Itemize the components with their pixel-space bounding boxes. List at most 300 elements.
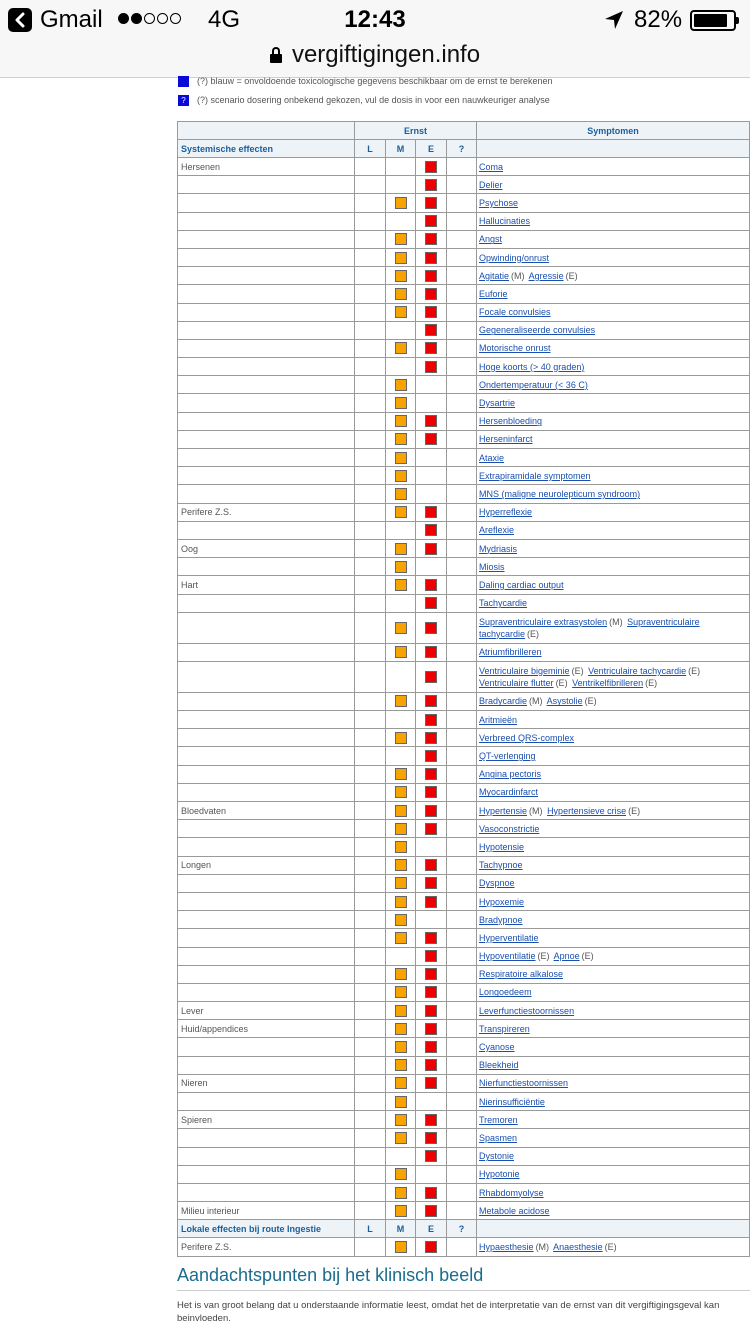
- symptom-cell: [477, 594, 750, 612]
- organ-system: [178, 1165, 355, 1183]
- severity-l-cell: [355, 1147, 386, 1165]
- section-text: Het is van groot belang dat u onderstaande informatie leest, omdat het de interpretatie van de ernst van dit vergiftigingsgeval kan beinvloeden.: [177, 1300, 720, 1324]
- table-row: [178, 765, 750, 783]
- address-bar[interactable]: [0, 40, 750, 78]
- symptom-link[interactable]: Ventriculaire flutter: [479, 677, 554, 688]
- severity-l-cell: [355, 485, 386, 503]
- symptom-link[interactable]: Hyperreflexie: [479, 507, 533, 518]
- severe-marker: [425, 1205, 437, 1217]
- symptom-link[interactable]: Respiratoire alkalose: [479, 969, 564, 980]
- organ-system: Huid/appendices: [178, 1020, 355, 1038]
- severity-l-cell: [355, 267, 386, 285]
- severe-marker: [425, 968, 437, 980]
- severity-e-cell: [416, 1165, 447, 1183]
- severity-e-cell: [416, 783, 447, 801]
- severity-e-cell: [416, 643, 447, 661]
- severity-e-cell: [416, 412, 447, 430]
- symptom-link[interactable]: Hersenbloeding: [479, 416, 543, 427]
- symptom-link[interactable]: Focale convulsies: [479, 307, 551, 318]
- symptom-link[interactable]: Miosis: [479, 561, 505, 572]
- severity-q-cell: [447, 430, 477, 448]
- severity-col-l: L: [355, 140, 386, 158]
- symptom-link[interactable]: Agressie: [528, 270, 564, 281]
- blank-header: [178, 122, 355, 140]
- symptom-link[interactable]: Myocardinfarct: [479, 787, 539, 798]
- table-row: [178, 838, 750, 856]
- symptom-cell: [477, 1093, 750, 1111]
- table-row: [178, 1093, 750, 1111]
- severity-m-cell: [386, 467, 416, 485]
- url-text[interactable]: vergiftigingen.info: [291, 41, 481, 68]
- severe-marker: [425, 646, 437, 658]
- moderate-marker: [395, 1023, 407, 1035]
- severity-q-cell: [447, 321, 477, 339]
- moderate-marker: [395, 415, 407, 427]
- organ-system: [178, 643, 355, 661]
- severity-q-cell: [447, 285, 477, 303]
- severity-q-cell: [447, 1002, 477, 1020]
- symptom-link[interactable]: Angst: [479, 234, 503, 245]
- symptom-link[interactable]: Hallucinaties: [479, 216, 531, 227]
- moderate-marker: [395, 622, 407, 634]
- severity-q-cell: [447, 558, 477, 576]
- severity-grade: (E): [645, 677, 658, 688]
- severity-l-cell: [355, 747, 386, 765]
- table-row: [178, 176, 750, 194]
- severity-q-cell: [447, 594, 477, 612]
- severity-l-cell: [355, 1111, 386, 1129]
- organ-system: [178, 1038, 355, 1056]
- symptom-link[interactable]: Ventriculaire bigeminie: [479, 665, 570, 676]
- moderate-marker: [395, 768, 407, 780]
- symptom-link[interactable]: Hypoventilatie: [479, 951, 536, 962]
- severity-grade: (M): [529, 696, 543, 707]
- symptom-link[interactable]: Ventrikelfibrilleren: [572, 677, 644, 688]
- severity-l-cell: [355, 394, 386, 412]
- severity-m-cell: [386, 176, 416, 194]
- symptom-link[interactable]: QT-verlenging: [479, 751, 536, 762]
- moderate-marker: [395, 379, 407, 391]
- severity-q-cell: [447, 1056, 477, 1074]
- severity-l-cell: [355, 1056, 386, 1074]
- severity-m-cell: [386, 1238, 416, 1256]
- organ-system: [178, 711, 355, 729]
- symptom-cell: [477, 467, 750, 485]
- severity-l-cell: [355, 176, 386, 194]
- severity-l-cell: [355, 783, 386, 801]
- severity-l-cell: [355, 303, 386, 321]
- symptom-link[interactable]: Gegeneraliseerde convulsies: [479, 325, 596, 336]
- organ-system: [178, 467, 355, 485]
- severity-q-cell: [447, 838, 477, 856]
- severity-e-cell: [416, 339, 447, 357]
- severe-marker: [425, 695, 437, 707]
- organ-system: [178, 594, 355, 612]
- organ-system: [178, 1093, 355, 1111]
- symptom-link[interactable]: Cyanose: [479, 1042, 515, 1053]
- severity-l-cell: [355, 503, 386, 521]
- symptom-cell: [477, 765, 750, 783]
- symptom-link[interactable]: Supraventriculaire extrasystolen: [479, 616, 608, 627]
- severity-m-cell: [386, 965, 416, 983]
- severity-m-cell: [386, 874, 416, 892]
- severity-q-cell: [447, 1238, 477, 1256]
- section-header-row: [178, 1220, 750, 1238]
- organ-system: [178, 1056, 355, 1074]
- severity-e-cell: [416, 539, 447, 557]
- organ-system: [178, 212, 355, 230]
- severity-e-cell: [416, 1147, 447, 1165]
- moderate-marker: [395, 270, 407, 282]
- organ-system: [178, 929, 355, 947]
- symptom-cell: [477, 212, 750, 230]
- severity-l-cell: [355, 212, 386, 230]
- symptom-link[interactable]: Tachypnoe: [479, 860, 523, 871]
- severity-l-cell: [355, 248, 386, 266]
- symptom-link[interactable]: Vasoconstrictie: [479, 823, 540, 834]
- back-app-label[interactable]: Gmail: [40, 6, 103, 33]
- severity-e-cell: [416, 765, 447, 783]
- legend-unknown-dose: [178, 95, 550, 106]
- symptom-link[interactable]: Tremoren: [479, 1114, 518, 1125]
- symptom-cell: [477, 1165, 750, 1183]
- severity-l-cell: [355, 558, 386, 576]
- severity-m-cell: [386, 1074, 416, 1092]
- symptom-cell: [477, 158, 750, 176]
- severity-l-cell: [355, 874, 386, 892]
- organ-system: [178, 248, 355, 266]
- symptom-cell: [477, 285, 750, 303]
- moderate-marker: [395, 1041, 407, 1053]
- symptom-link[interactable]: Dystonie: [479, 1151, 515, 1162]
- severity-l-cell: [355, 539, 386, 557]
- organ-system: Longen: [178, 856, 355, 874]
- symptom-link[interactable]: Asystolie: [546, 696, 583, 707]
- symptom-cell: [477, 576, 750, 594]
- symptom-link[interactable]: Longoedeem: [479, 987, 532, 998]
- severity-m-cell: [386, 558, 416, 576]
- severity-e-cell: [416, 503, 447, 521]
- symptom-link[interactable]: Ondertemperatuur (< 36 C): [479, 379, 588, 390]
- symptom-link[interactable]: Leverfunctiestoornissen: [479, 1005, 575, 1016]
- severe-marker: [425, 768, 437, 780]
- table-row: [178, 892, 750, 910]
- symptom-cell: [477, 838, 750, 856]
- severity-e-cell: [416, 267, 447, 285]
- severity-q-cell: [447, 158, 477, 176]
- symptom-cell: [477, 983, 750, 1001]
- symptom-link[interactable]: Supraventriculaire tachycardie: [479, 616, 700, 639]
- severe-marker: [425, 270, 437, 282]
- severity-l-cell: [355, 358, 386, 376]
- severity-q-cell: [447, 1093, 477, 1111]
- severity-q-cell: [447, 230, 477, 248]
- severity-l-cell: [355, 612, 386, 643]
- moderate-marker: [395, 342, 407, 354]
- moderate-marker: [395, 896, 407, 908]
- status-bar: [0, 0, 750, 40]
- organ-system: [178, 965, 355, 983]
- organ-system: [178, 521, 355, 539]
- clock: 12:43: [344, 6, 406, 33]
- severity-grade: (E): [571, 665, 584, 676]
- symptom-cell: [477, 394, 750, 412]
- severe-marker: [425, 433, 437, 445]
- severity-q-cell: [447, 485, 477, 503]
- symptom-link[interactable]: Hypotensie: [479, 841, 525, 852]
- severity-q-cell: [447, 539, 477, 557]
- severity-e-cell: [416, 1020, 447, 1038]
- symptom-cell: [477, 194, 750, 212]
- symptom-link[interactable]: Spasmen: [479, 1132, 518, 1143]
- severity-l-cell: [355, 643, 386, 661]
- question-square-icon: ?: [178, 95, 189, 106]
- lock-icon: [270, 47, 282, 63]
- symptom-cell: [477, 965, 750, 983]
- symptom-cell: [477, 503, 750, 521]
- table-row: [178, 802, 750, 820]
- severity-grade: (M): [529, 805, 543, 816]
- symptom-link[interactable]: Hyperventilatie: [479, 932, 539, 943]
- severity-q-cell: [447, 467, 477, 485]
- symptom-link[interactable]: Bleekheid: [479, 1060, 519, 1071]
- table-row: [178, 729, 750, 747]
- organ-system: Bloedvaten: [178, 802, 355, 820]
- severity-col-l: L: [355, 1220, 386, 1238]
- severity-m-cell: [386, 1020, 416, 1038]
- symptom-cell: [477, 692, 750, 710]
- legend-text: (?) scenario dosering onbekend gekozen, vul de dosis in voor een nauwkeuriger analyse: [197, 95, 550, 105]
- symptom-link[interactable]: Bradycardie: [479, 696, 528, 707]
- organ-system: [178, 430, 355, 448]
- symptom-link[interactable]: Delier: [479, 179, 503, 190]
- severity-l-cell: [355, 594, 386, 612]
- table-row: [178, 983, 750, 1001]
- table-row: [178, 1074, 750, 1092]
- symptom-link[interactable]: Bradypnoe: [479, 914, 523, 925]
- symptom-cell: [477, 1202, 750, 1220]
- severity-col-m: M: [386, 1220, 416, 1238]
- symptom-link[interactable]: Areflexie: [479, 525, 515, 536]
- severity-q-cell: [447, 929, 477, 947]
- symptom-link[interactable]: Euforie: [479, 288, 508, 299]
- severity-m-cell: [386, 661, 416, 692]
- moderate-marker: [395, 1168, 407, 1180]
- symptom-link[interactable]: Psychose: [479, 197, 519, 208]
- table-row: [178, 394, 750, 412]
- severity-e-cell: [416, 285, 447, 303]
- symptom-link[interactable]: Mydriasis: [479, 543, 518, 554]
- severity-e-cell: [416, 594, 447, 612]
- severity-e-cell: [416, 711, 447, 729]
- severity-m-cell: [386, 1129, 416, 1147]
- symptom-link[interactable]: Tachycardie: [479, 598, 528, 609]
- symptom-link[interactable]: Daling cardiac output: [479, 579, 564, 590]
- severity-m-cell: [386, 765, 416, 783]
- moderate-marker: [395, 579, 407, 591]
- severity-l-cell: [355, 158, 386, 176]
- moderate-marker: [395, 197, 407, 209]
- severe-marker: [425, 877, 437, 889]
- symptom-link[interactable]: Hypertensie: [479, 805, 528, 816]
- symptom-link[interactable]: Ataxie: [479, 452, 505, 463]
- severity-m-cell: [386, 747, 416, 765]
- severity-m-cell: [386, 892, 416, 910]
- moderate-marker: [395, 646, 407, 658]
- severity-grade: (E): [565, 270, 578, 281]
- symptom-link[interactable]: Atriumfibrilleren: [479, 647, 542, 658]
- symptom-cell: [477, 558, 750, 576]
- severity-q-cell: [447, 1147, 477, 1165]
- symptom-link[interactable]: Ventriculaire tachycardie: [588, 665, 687, 676]
- table-row: [178, 503, 750, 521]
- severe-marker: [425, 805, 437, 817]
- symptom-link[interactable]: Dyspnoe: [479, 878, 515, 889]
- severity-e-cell: [416, 661, 447, 692]
- table-row: [178, 521, 750, 539]
- symptom-link[interactable]: Nierinsufficiëntie: [479, 1096, 545, 1107]
- severe-marker: [425, 161, 437, 173]
- moderate-marker: [395, 1096, 407, 1108]
- severity-l-cell: [355, 576, 386, 594]
- symptom-link[interactable]: Hoge koorts (> 40 graden): [479, 361, 585, 372]
- severe-marker: [425, 306, 437, 318]
- symptom-cell: [477, 1183, 750, 1201]
- symptom-link[interactable]: Opwinding/onrust: [479, 252, 550, 263]
- symptom-link[interactable]: Aritmieën: [479, 714, 518, 725]
- severity-l-cell: [355, 820, 386, 838]
- symptom-link[interactable]: Hypotonie: [479, 1169, 520, 1180]
- severe-marker: [425, 896, 437, 908]
- symptom-link[interactable]: Coma: [479, 161, 504, 172]
- severity-e-cell: [416, 485, 447, 503]
- severity-m-cell: [386, 692, 416, 710]
- moderate-marker: [395, 543, 407, 555]
- table-row: [178, 467, 750, 485]
- severity-m-cell: [386, 521, 416, 539]
- severity-l-cell: [355, 692, 386, 710]
- severity-m-cell: [386, 267, 416, 285]
- severe-marker: [425, 671, 437, 683]
- symptom-link[interactable]: Anaesthesie: [553, 1241, 603, 1252]
- severity-q-cell: [447, 911, 477, 929]
- severity-q-cell: [447, 339, 477, 357]
- severity-m-cell: [386, 194, 416, 212]
- table-row: [178, 1038, 750, 1056]
- symptom-link[interactable]: Hypoxemie: [479, 896, 525, 907]
- table-row: [178, 874, 750, 892]
- organ-system: [178, 983, 355, 1001]
- severity-q-cell: [447, 303, 477, 321]
- section-title: Lokale effecten bij route Ingestie: [178, 1220, 355, 1238]
- ernst-header: Ernst: [355, 122, 477, 140]
- symptom-link[interactable]: MNS (maligne neurolepticum syndroom): [479, 488, 641, 499]
- symptom-cell: [477, 1074, 750, 1092]
- severity-q-cell: [447, 212, 477, 230]
- severity-l-cell: [355, 467, 386, 485]
- table-row: [178, 376, 750, 394]
- severity-e-cell: [416, 820, 447, 838]
- severity-e-cell: [416, 394, 447, 412]
- severity-e-cell: [416, 358, 447, 376]
- table-row: [178, 412, 750, 430]
- severe-marker: [425, 1005, 437, 1017]
- symptom-link[interactable]: Angina pectoris: [479, 769, 542, 780]
- symptom-link[interactable]: Hypaesthesie: [479, 1241, 534, 1252]
- symptom-link[interactable]: Motorische onrust: [479, 343, 551, 354]
- moderate-marker: [395, 233, 407, 245]
- table-row: [178, 711, 750, 729]
- symptom-cell: [477, 1038, 750, 1056]
- moderate-marker: [395, 841, 407, 853]
- severity-e-cell: [416, 230, 447, 248]
- severity-q-cell: [447, 983, 477, 1001]
- severity-e-cell: [416, 802, 447, 820]
- organ-system: [178, 412, 355, 430]
- severe-marker: [425, 324, 437, 336]
- severity-e-cell: [416, 321, 447, 339]
- severity-l-cell: [355, 285, 386, 303]
- symptom-link[interactable]: Metabole acidose: [479, 1205, 550, 1216]
- symptom-link[interactable]: Extrapiramidale symptomen: [479, 470, 591, 481]
- severity-m-cell: [386, 485, 416, 503]
- symptom-cell: [477, 711, 750, 729]
- severity-grade: (E): [584, 696, 597, 707]
- severity-l-cell: [355, 449, 386, 467]
- symptom-link[interactable]: Herseninfarct: [479, 434, 533, 445]
- severity-q-cell: [447, 747, 477, 765]
- severe-marker: [425, 1023, 437, 1035]
- severity-m-cell: [386, 1147, 416, 1165]
- symptom-link[interactable]: Hypertensieve crise: [547, 805, 627, 816]
- severity-l-cell: [355, 856, 386, 874]
- severe-marker: [425, 1059, 437, 1071]
- symptom-link[interactable]: Transpireren: [479, 1023, 530, 1034]
- symptom-link[interactable]: Verbreed QRS-complex: [479, 732, 575, 743]
- symptom-link[interactable]: Rhabdomyolyse: [479, 1187, 544, 1198]
- symptom-link[interactable]: Agitatie: [479, 270, 510, 281]
- severe-marker: [425, 1187, 437, 1199]
- table-row: [178, 1002, 750, 1020]
- severity-m-cell: [386, 212, 416, 230]
- severity-m-cell: [386, 1183, 416, 1201]
- symptom-link[interactable]: Nierfunctiestoornissen: [479, 1078, 569, 1089]
- table-row: [178, 820, 750, 838]
- moderate-marker: [395, 488, 407, 500]
- symptom-link[interactable]: Dysartrie: [479, 398, 516, 409]
- severity-e-cell: [416, 947, 447, 965]
- severity-q-cell: [447, 643, 477, 661]
- severity-e-cell: [416, 983, 447, 1001]
- severity-l-cell: [355, 412, 386, 430]
- severity-col-e: E: [416, 140, 447, 158]
- severity-l-cell: [355, 729, 386, 747]
- table-row: [178, 212, 750, 230]
- symptom-cell: [477, 521, 750, 539]
- table-row: [178, 430, 750, 448]
- severity-e-cell: [416, 1183, 447, 1201]
- severity-q-cell: [447, 1202, 477, 1220]
- severity-q-cell: [447, 248, 477, 266]
- severe-marker: [425, 950, 437, 962]
- severity-q-cell: [447, 856, 477, 874]
- severe-marker: [425, 732, 437, 744]
- severe-marker: [425, 714, 437, 726]
- symptom-link[interactable]: Apnoe: [553, 951, 580, 962]
- symptom-cell: [477, 612, 750, 643]
- moderate-marker: [395, 914, 407, 926]
- symptom-cell: [477, 947, 750, 965]
